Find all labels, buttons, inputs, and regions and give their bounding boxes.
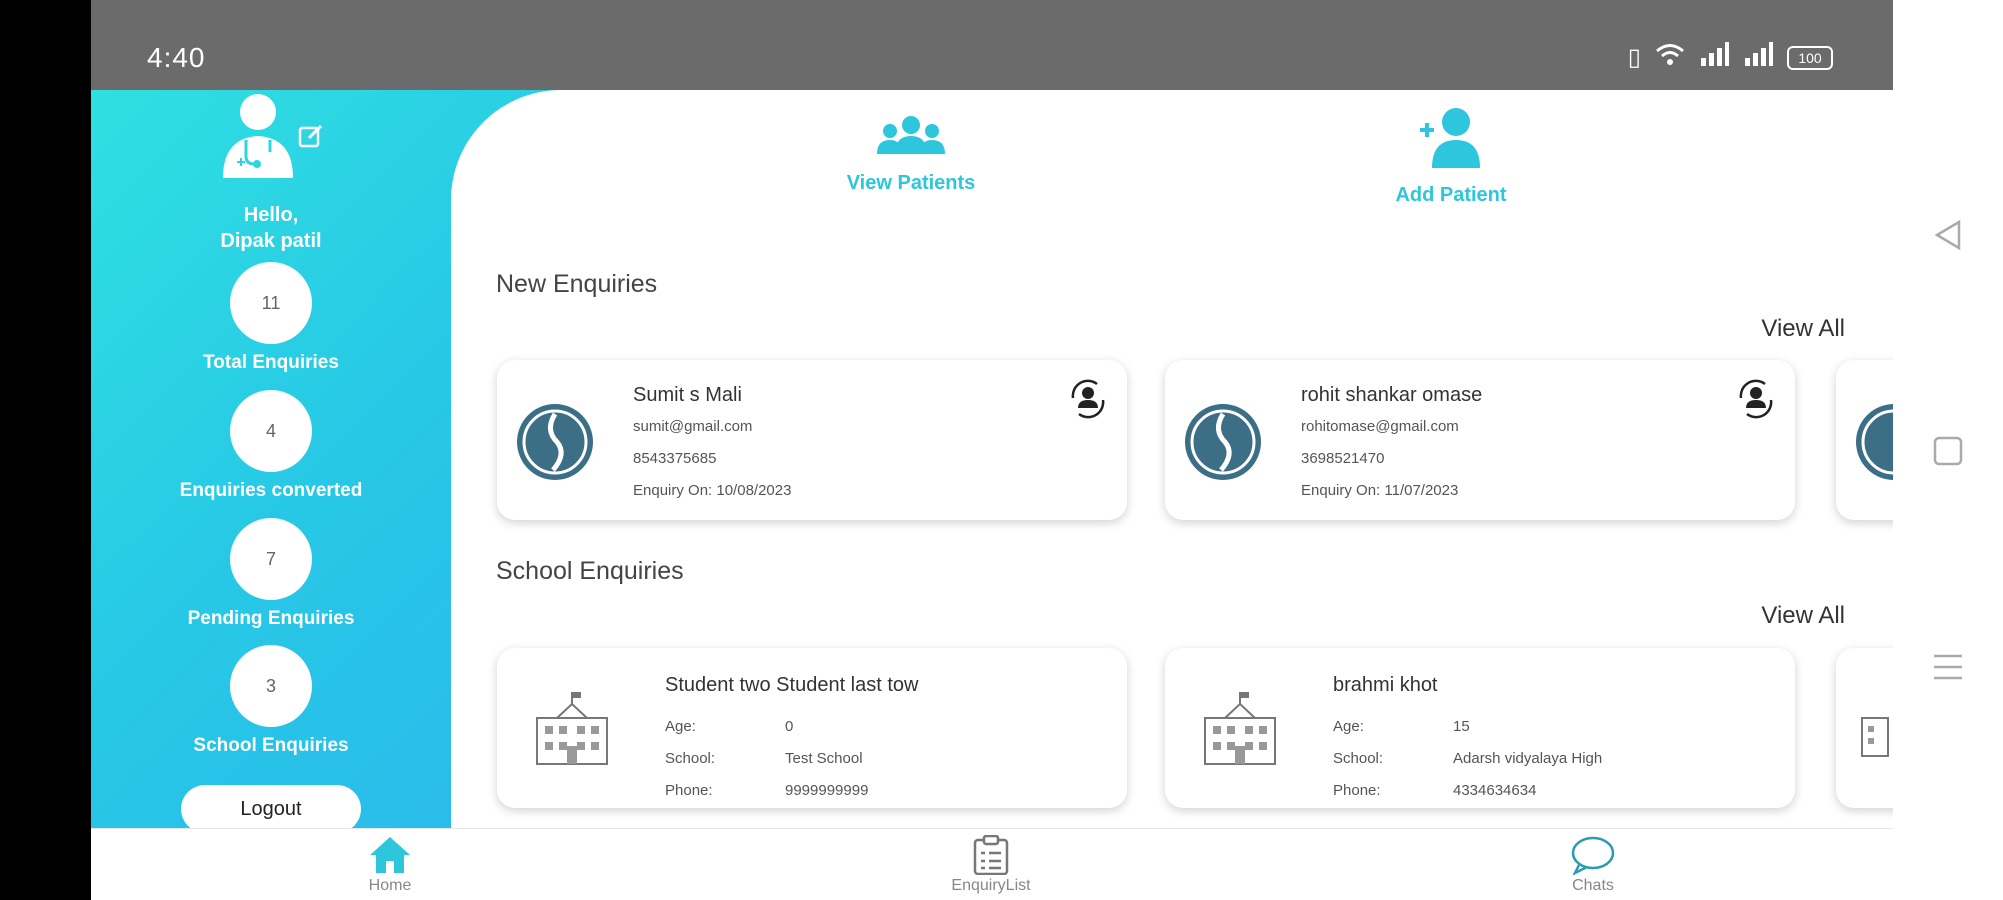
stat-pending-enquiries[interactable] [91, 518, 451, 630]
school-enquiries-title: School Enquiries [496, 557, 684, 585]
enquiry-name: Sumit s Mali [633, 384, 742, 406]
new-enquiries-title: New Enquiries [496, 270, 658, 298]
stat-school-enquiries[interactable] [91, 645, 451, 757]
spine-logo-icon [1854, 402, 1893, 482]
student-name: Student two Student last tow [665, 674, 919, 696]
clipboard-list-icon [969, 835, 1013, 875]
school-value: Adarsh vidyalaya High [1453, 750, 1603, 767]
assign-user-icon[interactable] [1067, 378, 1109, 420]
enquiry-date: Enquiry On: 11/07/2023 [1301, 482, 1459, 499]
nav-home-label: Home [368, 877, 412, 894]
nav-chats-label: Chats [1572, 877, 1614, 894]
edit-icon[interactable] [297, 122, 325, 150]
main-panel [451, 90, 1893, 828]
enquiry-card[interactable] [1165, 360, 1795, 520]
battery-icon: 100 [1787, 46, 1833, 70]
signal-icon [1699, 42, 1729, 73]
view-patients-label: View Patients [846, 172, 976, 194]
spine-logo-icon [515, 402, 595, 482]
bottom-nav [91, 828, 1893, 900]
left-letterbox [0, 0, 91, 900]
enquiry-card[interactable] [497, 360, 1127, 520]
status-bar [91, 0, 1893, 90]
status-icons [1628, 42, 1833, 73]
stat-total-enquiries[interactable] [91, 262, 451, 374]
greeting-text: Hello, [243, 204, 299, 226]
school-enquiry-card-peek[interactable] [1836, 648, 1893, 808]
school-building-icon [1201, 688, 1279, 768]
school-label: School: [1333, 750, 1384, 767]
signal-icon-2 [1743, 42, 1773, 73]
student-name: brahmi khot [1333, 674, 1438, 696]
chat-bubble-icon [1569, 835, 1617, 875]
spine-logo-icon [1183, 402, 1263, 482]
new-enquiries-view-all[interactable]: View All [1761, 315, 1845, 342]
vibrate-icon: ▯ [1627, 44, 1641, 71]
enquiry-email: rohitomase@gmail.com [1301, 418, 1459, 435]
age-value: 15 [1453, 718, 1470, 735]
nav-enquiry-list[interactable] [921, 835, 1061, 895]
school-building-icon [1860, 708, 1890, 758]
assign-user-icon[interactable] [1735, 378, 1777, 420]
age-label: Age: [665, 718, 696, 735]
phone-screen [91, 0, 1893, 900]
view-patients-button[interactable] [826, 114, 996, 195]
school-enquiries-view-all[interactable]: View All [1761, 602, 1845, 629]
nav-chats[interactable] [1523, 835, 1663, 895]
stat-enquiries-converted[interactable] [91, 390, 451, 502]
school-enquiry-card[interactable] [497, 648, 1127, 808]
add-user-icon [1416, 106, 1486, 170]
add-patient-label: Add Patient [1395, 184, 1507, 206]
greeting [91, 202, 451, 254]
recents-menu-icon[interactable] [1931, 650, 1965, 684]
home-square-icon[interactable] [1931, 434, 1965, 468]
school-value: Test School [785, 750, 863, 767]
stat-label: Pending Enquiries [187, 608, 355, 629]
stat-label: Total Enquiries [203, 352, 339, 373]
enquiry-phone: 8543375685 [633, 450, 717, 467]
stat-value: 4 [230, 390, 312, 472]
school-label: School: [665, 750, 716, 767]
enquiry-name: rohit shankar omase [1301, 384, 1483, 406]
wifi-icon [1655, 42, 1685, 73]
phone-label: Phone: [665, 782, 713, 799]
add-patient-button[interactable] [1366, 106, 1536, 207]
school-building-icon [533, 688, 611, 768]
stat-value: 3 [230, 645, 312, 727]
age-value: 0 [785, 718, 794, 735]
nav-home[interactable] [320, 835, 460, 895]
phone-value: 4334634634 [1453, 782, 1537, 799]
enquiry-card-peek[interactable] [1836, 360, 1893, 520]
phone-value: 9999999999 [785, 782, 869, 799]
enquiry-phone: 3698521470 [1301, 450, 1385, 467]
logout-button[interactable]: Logout [181, 785, 361, 833]
enquiry-date: Enquiry On: 10/08/2023 [633, 482, 792, 499]
stat-value: 7 [230, 518, 312, 600]
doctor-avatar-icon [213, 90, 303, 180]
system-nav-bar [1893, 0, 2003, 900]
status-time: 4:40 [147, 42, 206, 73]
school-enquiry-card[interactable] [1165, 648, 1795, 808]
stat-label: School Enquiries [193, 735, 349, 756]
stat-label: Enquiries converted [179, 480, 363, 501]
phone-label: Phone: [1333, 782, 1381, 799]
nav-enquiry-list-label: EnquiryList [951, 877, 1031, 894]
user-name: Dipak patil [220, 230, 322, 252]
stat-value: 11 [230, 262, 312, 344]
back-icon[interactable] [1931, 218, 1965, 252]
enquiry-email: sumit@gmail.com [633, 418, 753, 435]
home-icon [368, 835, 412, 875]
age-label: Age: [1333, 718, 1364, 735]
group-icon [876, 114, 946, 158]
